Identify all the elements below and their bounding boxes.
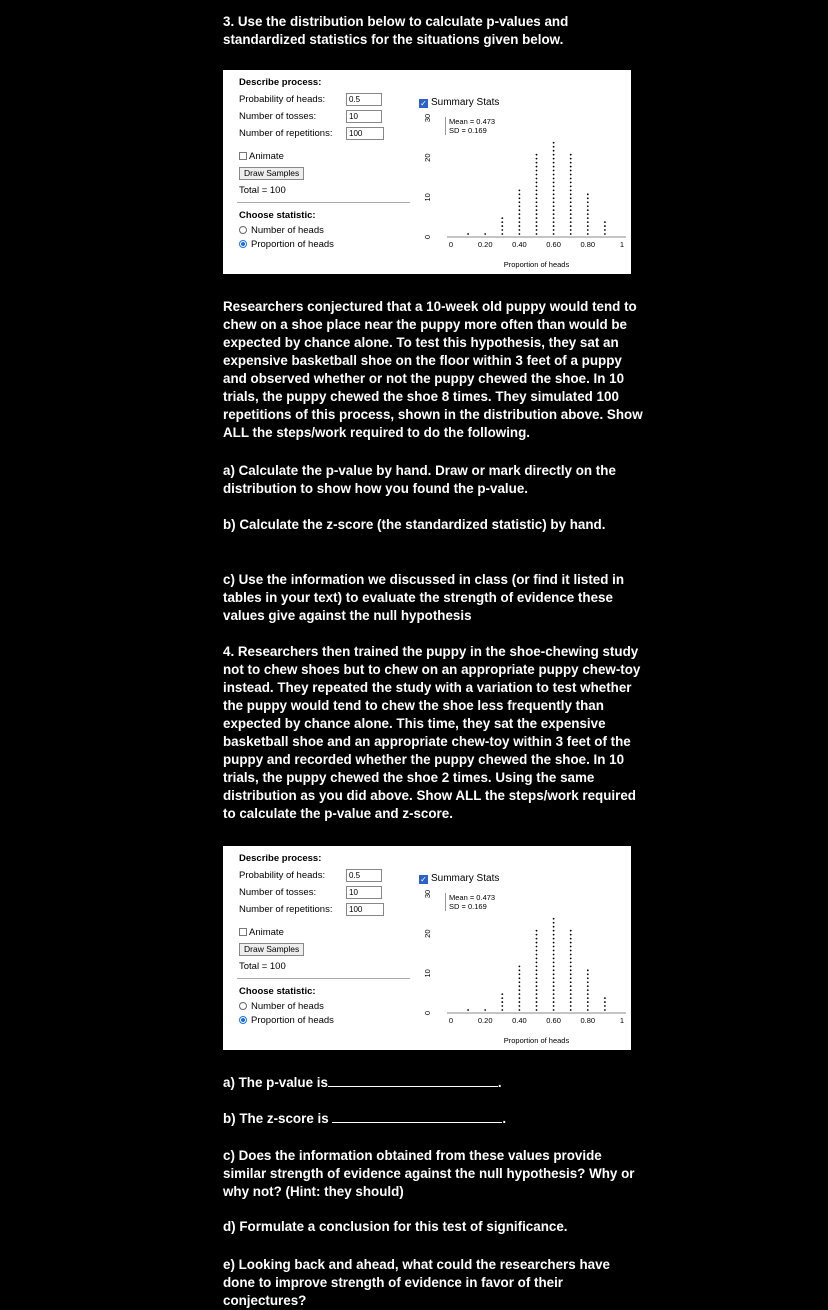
data-dot bbox=[519, 217, 521, 219]
data-dot bbox=[553, 965, 555, 967]
data-dot bbox=[587, 197, 589, 199]
number-heads-label: Number of heads bbox=[251, 1001, 324, 1012]
data-dot bbox=[519, 213, 521, 215]
data-dot bbox=[570, 977, 572, 979]
data-dot bbox=[519, 209, 521, 211]
data-dot bbox=[604, 1001, 606, 1003]
x-axis-label: Proportion of heads bbox=[503, 1036, 570, 1045]
data-dot bbox=[484, 233, 486, 235]
data-dot bbox=[587, 221, 589, 223]
data-dot bbox=[536, 1009, 538, 1011]
data-dot bbox=[587, 229, 589, 231]
reps-label: Number of repetitions: bbox=[239, 904, 333, 915]
data-dot bbox=[570, 158, 572, 160]
data-dot bbox=[553, 985, 555, 987]
data-dot bbox=[536, 962, 538, 964]
data-dot bbox=[553, 1001, 555, 1003]
data-dot bbox=[570, 170, 572, 172]
data-dot bbox=[536, 934, 538, 936]
data-dot bbox=[570, 969, 572, 971]
data-dot bbox=[587, 193, 589, 195]
applet-controls bbox=[239, 850, 414, 1028]
data-dot bbox=[570, 985, 572, 987]
data-dot bbox=[553, 221, 555, 223]
data-dot bbox=[570, 229, 572, 231]
y-tick-label: 20 bbox=[423, 929, 432, 938]
question-4-part-e bbox=[223, 1256, 643, 1310]
mean-value: Mean = 0.473 bbox=[449, 117, 496, 126]
data-dot bbox=[570, 193, 572, 195]
data-dot bbox=[536, 973, 538, 975]
q3-part-c-text: c) Use the information we discussed in class (or find it listed in tables in your text) to evaluate the strength of evidence these values give against the null hypothesis bbox=[223, 572, 625, 623]
data-dot bbox=[519, 225, 521, 227]
data-dot bbox=[467, 233, 469, 235]
data-dot bbox=[587, 217, 589, 219]
x-tick-label: 1 bbox=[619, 1016, 625, 1025]
data-dot bbox=[519, 1009, 521, 1011]
checkmark-icon: ✓ bbox=[420, 99, 427, 108]
describe-process-heading: Describe process: bbox=[239, 77, 322, 88]
data-dot bbox=[501, 1009, 503, 1011]
data-dot bbox=[536, 969, 538, 971]
prob-label: Probability of heads: bbox=[239, 870, 326, 881]
data-dot bbox=[587, 981, 589, 983]
data-dot bbox=[570, 993, 572, 995]
q3-part-a-text: a) Calculate the p-value by hand. Draw or mark directly on the distribution to show how you found the p-value. bbox=[223, 463, 616, 496]
data-dot bbox=[570, 162, 572, 164]
data-dot bbox=[553, 981, 555, 983]
data-dot bbox=[519, 981, 521, 983]
data-dot bbox=[570, 930, 572, 932]
q4-part-d-text: d) Formulate a conclusion for this test of significance. bbox=[223, 1219, 568, 1234]
data-dot bbox=[553, 174, 555, 176]
question-3-part-c bbox=[223, 571, 643, 625]
data-dot bbox=[553, 977, 555, 979]
data-dot bbox=[570, 182, 572, 184]
data-dot bbox=[536, 977, 538, 979]
data-dot bbox=[570, 166, 572, 168]
data-dot bbox=[536, 166, 538, 168]
data-dot bbox=[553, 170, 555, 172]
animate-label: Animate bbox=[249, 151, 284, 162]
p-value-answer-blank[interactable] bbox=[328, 1086, 498, 1087]
data-dot bbox=[587, 225, 589, 227]
choose-statistic-heading: Choose statistic: bbox=[239, 986, 316, 997]
data-dot bbox=[570, 217, 572, 219]
data-dot bbox=[570, 946, 572, 948]
data-dot bbox=[501, 1005, 503, 1007]
data-dot bbox=[570, 189, 572, 191]
data-dot bbox=[553, 989, 555, 991]
data-dot bbox=[536, 197, 538, 199]
question-4-part-c bbox=[223, 1147, 643, 1201]
x-tick-label: 0.20 bbox=[477, 1016, 493, 1025]
data-dot bbox=[570, 934, 572, 936]
y-tick-label: 30 bbox=[423, 113, 432, 123]
x-tick-label: 0.60 bbox=[546, 240, 561, 249]
data-dot bbox=[570, 213, 572, 215]
data-dot bbox=[519, 969, 521, 971]
data-dot bbox=[587, 1005, 589, 1007]
data-dot bbox=[553, 962, 555, 964]
data-dot bbox=[519, 989, 521, 991]
x-tick-label: 0 bbox=[448, 1016, 454, 1025]
data-dot bbox=[519, 977, 521, 979]
data-dot bbox=[570, 233, 572, 235]
probability-input[interactable]: 0.5 bbox=[346, 869, 382, 882]
data-dot bbox=[519, 201, 521, 203]
data-dot bbox=[570, 950, 572, 952]
data-dot bbox=[536, 981, 538, 983]
data-dot bbox=[570, 197, 572, 199]
data-dot bbox=[553, 918, 555, 920]
blank-period: . bbox=[497, 1075, 502, 1090]
data-dot bbox=[553, 958, 555, 960]
data-dot bbox=[604, 221, 606, 223]
question-3-scenario bbox=[223, 298, 643, 442]
radio-proportion-heads[interactable] bbox=[239, 240, 247, 248]
question-3-intro bbox=[223, 13, 643, 49]
y-tick-label: 10 bbox=[423, 969, 432, 978]
x-axis-label: Proportion of heads bbox=[503, 260, 570, 269]
data-dot bbox=[587, 973, 589, 975]
q4-part-b-text: b) The z-score is bbox=[223, 1111, 329, 1126]
choose-statistic-heading: Choose statistic: bbox=[239, 210, 316, 221]
q3-part-b-text: b) Calculate the z-score (the standardized statistic) by hand. bbox=[223, 517, 606, 532]
tosses-input[interactable]: 10 bbox=[346, 110, 382, 123]
data-dot bbox=[519, 965, 521, 967]
data-dot bbox=[570, 958, 572, 960]
checkmark-icon: ✓ bbox=[420, 875, 427, 884]
z-score-answer-blank[interactable] bbox=[332, 1122, 502, 1123]
data-dot bbox=[536, 193, 538, 195]
data-dot bbox=[501, 233, 503, 235]
q4-part-a-text: a) The p-value is bbox=[223, 1075, 328, 1090]
data-dot bbox=[553, 150, 555, 152]
data-dot bbox=[501, 229, 503, 231]
animate-label: Animate bbox=[249, 927, 284, 938]
data-dot bbox=[553, 993, 555, 995]
data-dot bbox=[587, 1009, 589, 1011]
data-dot bbox=[519, 193, 521, 195]
data-dot bbox=[604, 1005, 606, 1007]
data-dot bbox=[553, 973, 555, 975]
data-dot bbox=[553, 229, 555, 231]
data-dot bbox=[553, 938, 555, 940]
data-dot bbox=[587, 969, 589, 971]
data-dot bbox=[553, 197, 555, 199]
controls-divider bbox=[237, 202, 410, 203]
data-dot bbox=[553, 166, 555, 168]
repetitions-input[interactable]: 100 bbox=[346, 903, 384, 916]
data-dot bbox=[570, 1001, 572, 1003]
data-dot bbox=[536, 1001, 538, 1003]
data-dot bbox=[536, 225, 538, 227]
data-dot bbox=[536, 217, 538, 219]
probability-input[interactable]: 0.5 bbox=[346, 93, 382, 106]
data-dot bbox=[536, 174, 538, 176]
data-dot bbox=[536, 213, 538, 215]
tosses-label: Number of tosses: bbox=[239, 111, 317, 122]
data-dot bbox=[553, 154, 555, 156]
question-3-part-b bbox=[223, 516, 643, 534]
data-dot bbox=[519, 973, 521, 975]
data-dot bbox=[536, 158, 538, 160]
data-dot bbox=[553, 182, 555, 184]
data-dot bbox=[587, 205, 589, 207]
data-dot bbox=[553, 213, 555, 215]
data-dot bbox=[536, 189, 538, 191]
data-dot bbox=[501, 225, 503, 227]
data-dot bbox=[553, 922, 555, 924]
data-dot bbox=[536, 942, 538, 944]
applet-panel-1 bbox=[223, 70, 631, 274]
data-dot bbox=[587, 989, 589, 991]
data-dot bbox=[467, 1009, 469, 1011]
animate-checkbox[interactable] bbox=[239, 928, 247, 936]
prob-label: Probability of heads: bbox=[239, 94, 326, 105]
data-dot bbox=[553, 997, 555, 999]
data-dot bbox=[553, 162, 555, 164]
data-dot bbox=[553, 1009, 555, 1011]
data-dot bbox=[536, 954, 538, 956]
x-tick-label: 0.20 bbox=[477, 240, 493, 249]
data-dot bbox=[604, 997, 606, 999]
data-dot bbox=[519, 221, 521, 223]
data-dot bbox=[553, 201, 555, 203]
data-dot bbox=[587, 213, 589, 215]
data-dot bbox=[519, 229, 521, 231]
data-dot bbox=[536, 154, 538, 156]
data-dot bbox=[570, 997, 572, 999]
data-dot bbox=[536, 989, 538, 991]
data-dot bbox=[570, 973, 572, 975]
controls-divider bbox=[237, 978, 410, 979]
data-dot bbox=[553, 193, 555, 195]
y-tick-label: 0 bbox=[423, 234, 432, 240]
data-dot bbox=[536, 946, 538, 948]
applet-controls bbox=[239, 74, 414, 252]
y-tick-label: 20 bbox=[423, 153, 432, 162]
data-dot bbox=[501, 1001, 503, 1003]
proportion-heads-label: Proportion of heads bbox=[251, 239, 334, 250]
sd-value: SD = 0.169 bbox=[449, 902, 487, 911]
data-dot bbox=[587, 1001, 589, 1003]
tosses-label: Number of tosses: bbox=[239, 887, 317, 898]
q4-part-c-text: c) Does the information obtained from these values provide similar strength of evidence against the null hypothesis? Why or why not? (Hint: they should) bbox=[223, 1148, 635, 1199]
data-dot bbox=[536, 930, 538, 932]
data-dot bbox=[553, 950, 555, 952]
data-dot bbox=[553, 146, 555, 148]
data-dot bbox=[553, 946, 555, 948]
data-dot bbox=[536, 182, 538, 184]
data-dot bbox=[536, 997, 538, 999]
data-dot bbox=[536, 965, 538, 967]
data-dot bbox=[519, 1001, 521, 1003]
x-tick-label: 0.40 bbox=[512, 1016, 527, 1025]
data-dot bbox=[553, 142, 555, 144]
data-dot bbox=[553, 189, 555, 191]
data-dot bbox=[587, 993, 589, 995]
data-dot bbox=[519, 197, 521, 199]
data-dot bbox=[570, 154, 572, 156]
data-dot bbox=[604, 233, 606, 235]
q4-text: 4. Researchers then trained the puppy in the shoe-chewing study not to chew shoes but to chew on an appropriate puppy chew-toy instead. They repeated the study with a variation to test whether the puppy would tend to chew the shoe less frequently than expected by chance alone. This time, they sat the expensive basketball shoe and an appropriate chew-toy within 3 feet of the puppy and recorded whether the puppy chewed the shoe. In 10 trials, the puppy chewed the shoe 2 times. Using the same distribution as you did above. bbox=[223, 644, 641, 803]
dotplot-chart bbox=[415, 70, 631, 274]
data-dot bbox=[536, 186, 538, 188]
sd-value: SD = 0.169 bbox=[449, 126, 487, 135]
question-4-part-b bbox=[223, 1110, 643, 1128]
data-dot bbox=[536, 221, 538, 223]
data-dot bbox=[570, 942, 572, 944]
radio-number-heads[interactable] bbox=[239, 226, 247, 234]
x-tick-label: 0 bbox=[448, 240, 454, 249]
data-dot bbox=[553, 186, 555, 188]
q4-part-e-text: e) Looking back and ahead, what could the researchers have done to improve strength of evidence in favor of their conjectures? bbox=[223, 1257, 610, 1308]
tosses-input[interactable]: 10 bbox=[346, 886, 382, 899]
data-dot bbox=[536, 233, 538, 235]
data-dot bbox=[604, 229, 606, 231]
data-dot bbox=[553, 969, 555, 971]
data-dot bbox=[519, 985, 521, 987]
data-dot bbox=[570, 205, 572, 207]
data-dot bbox=[553, 934, 555, 936]
data-dot bbox=[536, 162, 538, 164]
data-dot bbox=[501, 217, 503, 219]
data-dot bbox=[519, 205, 521, 207]
question-4-part-d bbox=[223, 1218, 643, 1236]
data-dot bbox=[570, 178, 572, 180]
data-dot bbox=[587, 977, 589, 979]
data-dot bbox=[519, 1005, 521, 1007]
data-dot bbox=[570, 186, 572, 188]
q3-scenario-text: Researchers conjectured that a 10-week old puppy would tend to chew on a shoe place near the puppy more often than would be expected by chance alone. To test this hypothesis, they sat an expensive basketball shoe on the floor within 3 feet of a puppy and observed whether or not the puppy chewed the shoe. In 10 trials, the puppy chewed the shoe 8 times. They simulated 100 repetitions of this process, shown in the distribution above. Show ALL the steps/work required to do the following. bbox=[223, 299, 643, 440]
data-dot bbox=[536, 1005, 538, 1007]
y-tick-label: 10 bbox=[423, 193, 432, 202]
data-dot bbox=[536, 938, 538, 940]
data-dot bbox=[519, 189, 521, 191]
data-dot bbox=[553, 225, 555, 227]
data-dot bbox=[553, 954, 555, 956]
data-dot bbox=[570, 962, 572, 964]
data-dot bbox=[553, 205, 555, 207]
data-dot bbox=[501, 221, 503, 223]
y-tick-label: 30 bbox=[423, 889, 432, 899]
data-dot bbox=[519, 997, 521, 999]
data-dot bbox=[570, 225, 572, 227]
data-dot bbox=[570, 938, 572, 940]
data-dot bbox=[553, 930, 555, 932]
x-tick-label: 0.80 bbox=[580, 1016, 596, 1025]
data-dot bbox=[519, 993, 521, 995]
data-dot bbox=[553, 158, 555, 160]
question-3-part-a bbox=[223, 462, 643, 498]
total-label: Total = 100 bbox=[239, 961, 286, 972]
data-dot bbox=[570, 201, 572, 203]
data-dot bbox=[501, 997, 503, 999]
radio-number-heads[interactable] bbox=[239, 1002, 247, 1010]
number-heads-label: Number of heads bbox=[251, 225, 324, 236]
data-dot bbox=[536, 201, 538, 203]
data-dot bbox=[587, 985, 589, 987]
data-dot bbox=[536, 205, 538, 207]
data-dot bbox=[570, 989, 572, 991]
data-dot bbox=[570, 1005, 572, 1007]
q4-bold-text: Show ALL the steps/work required to calculate the p-value and z-score. bbox=[223, 788, 636, 821]
y-tick-label: 0 bbox=[423, 1010, 432, 1016]
reps-label: Number of repetitions: bbox=[239, 128, 333, 139]
data-dot bbox=[501, 993, 503, 995]
data-dot bbox=[587, 209, 589, 211]
applet-panel-2 bbox=[223, 846, 631, 1050]
data-dot bbox=[553, 233, 555, 235]
question-4 bbox=[223, 643, 643, 823]
data-dot bbox=[553, 926, 555, 928]
total-label: Total = 100 bbox=[239, 185, 286, 196]
data-dot bbox=[570, 209, 572, 211]
data-dot bbox=[553, 209, 555, 211]
data-dot bbox=[536, 958, 538, 960]
proportion-heads-label: Proportion of heads bbox=[251, 1015, 334, 1026]
mean-value: Mean = 0.473 bbox=[449, 893, 496, 902]
data-dot bbox=[570, 221, 572, 223]
repetitions-input[interactable]: 100 bbox=[346, 127, 384, 140]
data-dot bbox=[570, 965, 572, 967]
radio-proportion-heads[interactable] bbox=[239, 1016, 247, 1024]
data-dot bbox=[604, 1009, 606, 1011]
dotplot-chart bbox=[415, 846, 631, 1050]
blank-period: . bbox=[502, 1111, 507, 1126]
data-dot bbox=[553, 942, 555, 944]
data-dot bbox=[553, 178, 555, 180]
data-dot bbox=[604, 225, 606, 227]
data-dot bbox=[553, 1005, 555, 1007]
data-dot bbox=[536, 229, 538, 231]
data-dot bbox=[536, 209, 538, 211]
data-dot bbox=[587, 233, 589, 235]
x-tick-label: 0.40 bbox=[512, 240, 527, 249]
x-tick-label: 1 bbox=[619, 240, 625, 249]
data-dot bbox=[570, 954, 572, 956]
data-dot bbox=[536, 950, 538, 952]
draw-samples-button[interactable]: Draw Samples bbox=[239, 943, 304, 956]
data-dot bbox=[536, 985, 538, 987]
data-dot bbox=[570, 1009, 572, 1011]
question-4-part-a bbox=[223, 1074, 643, 1092]
describe-process-heading: Describe process: bbox=[239, 853, 322, 864]
data-dot bbox=[587, 201, 589, 203]
data-dot bbox=[553, 217, 555, 219]
data-dot bbox=[484, 1009, 486, 1011]
data-dot bbox=[536, 178, 538, 180]
data-dot bbox=[519, 233, 521, 235]
data-dot bbox=[570, 174, 572, 176]
draw-samples-button[interactable]: Draw Samples bbox=[239, 167, 304, 180]
data-dot bbox=[570, 981, 572, 983]
data-dot bbox=[587, 997, 589, 999]
data-dot bbox=[536, 170, 538, 172]
data-dot bbox=[536, 993, 538, 995]
summary-stats-label: Summary Stats bbox=[431, 97, 500, 108]
x-tick-label: 0.80 bbox=[580, 240, 596, 249]
q3-intro-text: 3. Use the distribution below to calculate p-values and standardized statistics for the situations given below. bbox=[223, 14, 569, 47]
summary-stats-label: Summary Stats bbox=[431, 873, 500, 884]
x-tick-label: 0.60 bbox=[546, 1016, 561, 1025]
animate-checkbox[interactable] bbox=[239, 152, 247, 160]
